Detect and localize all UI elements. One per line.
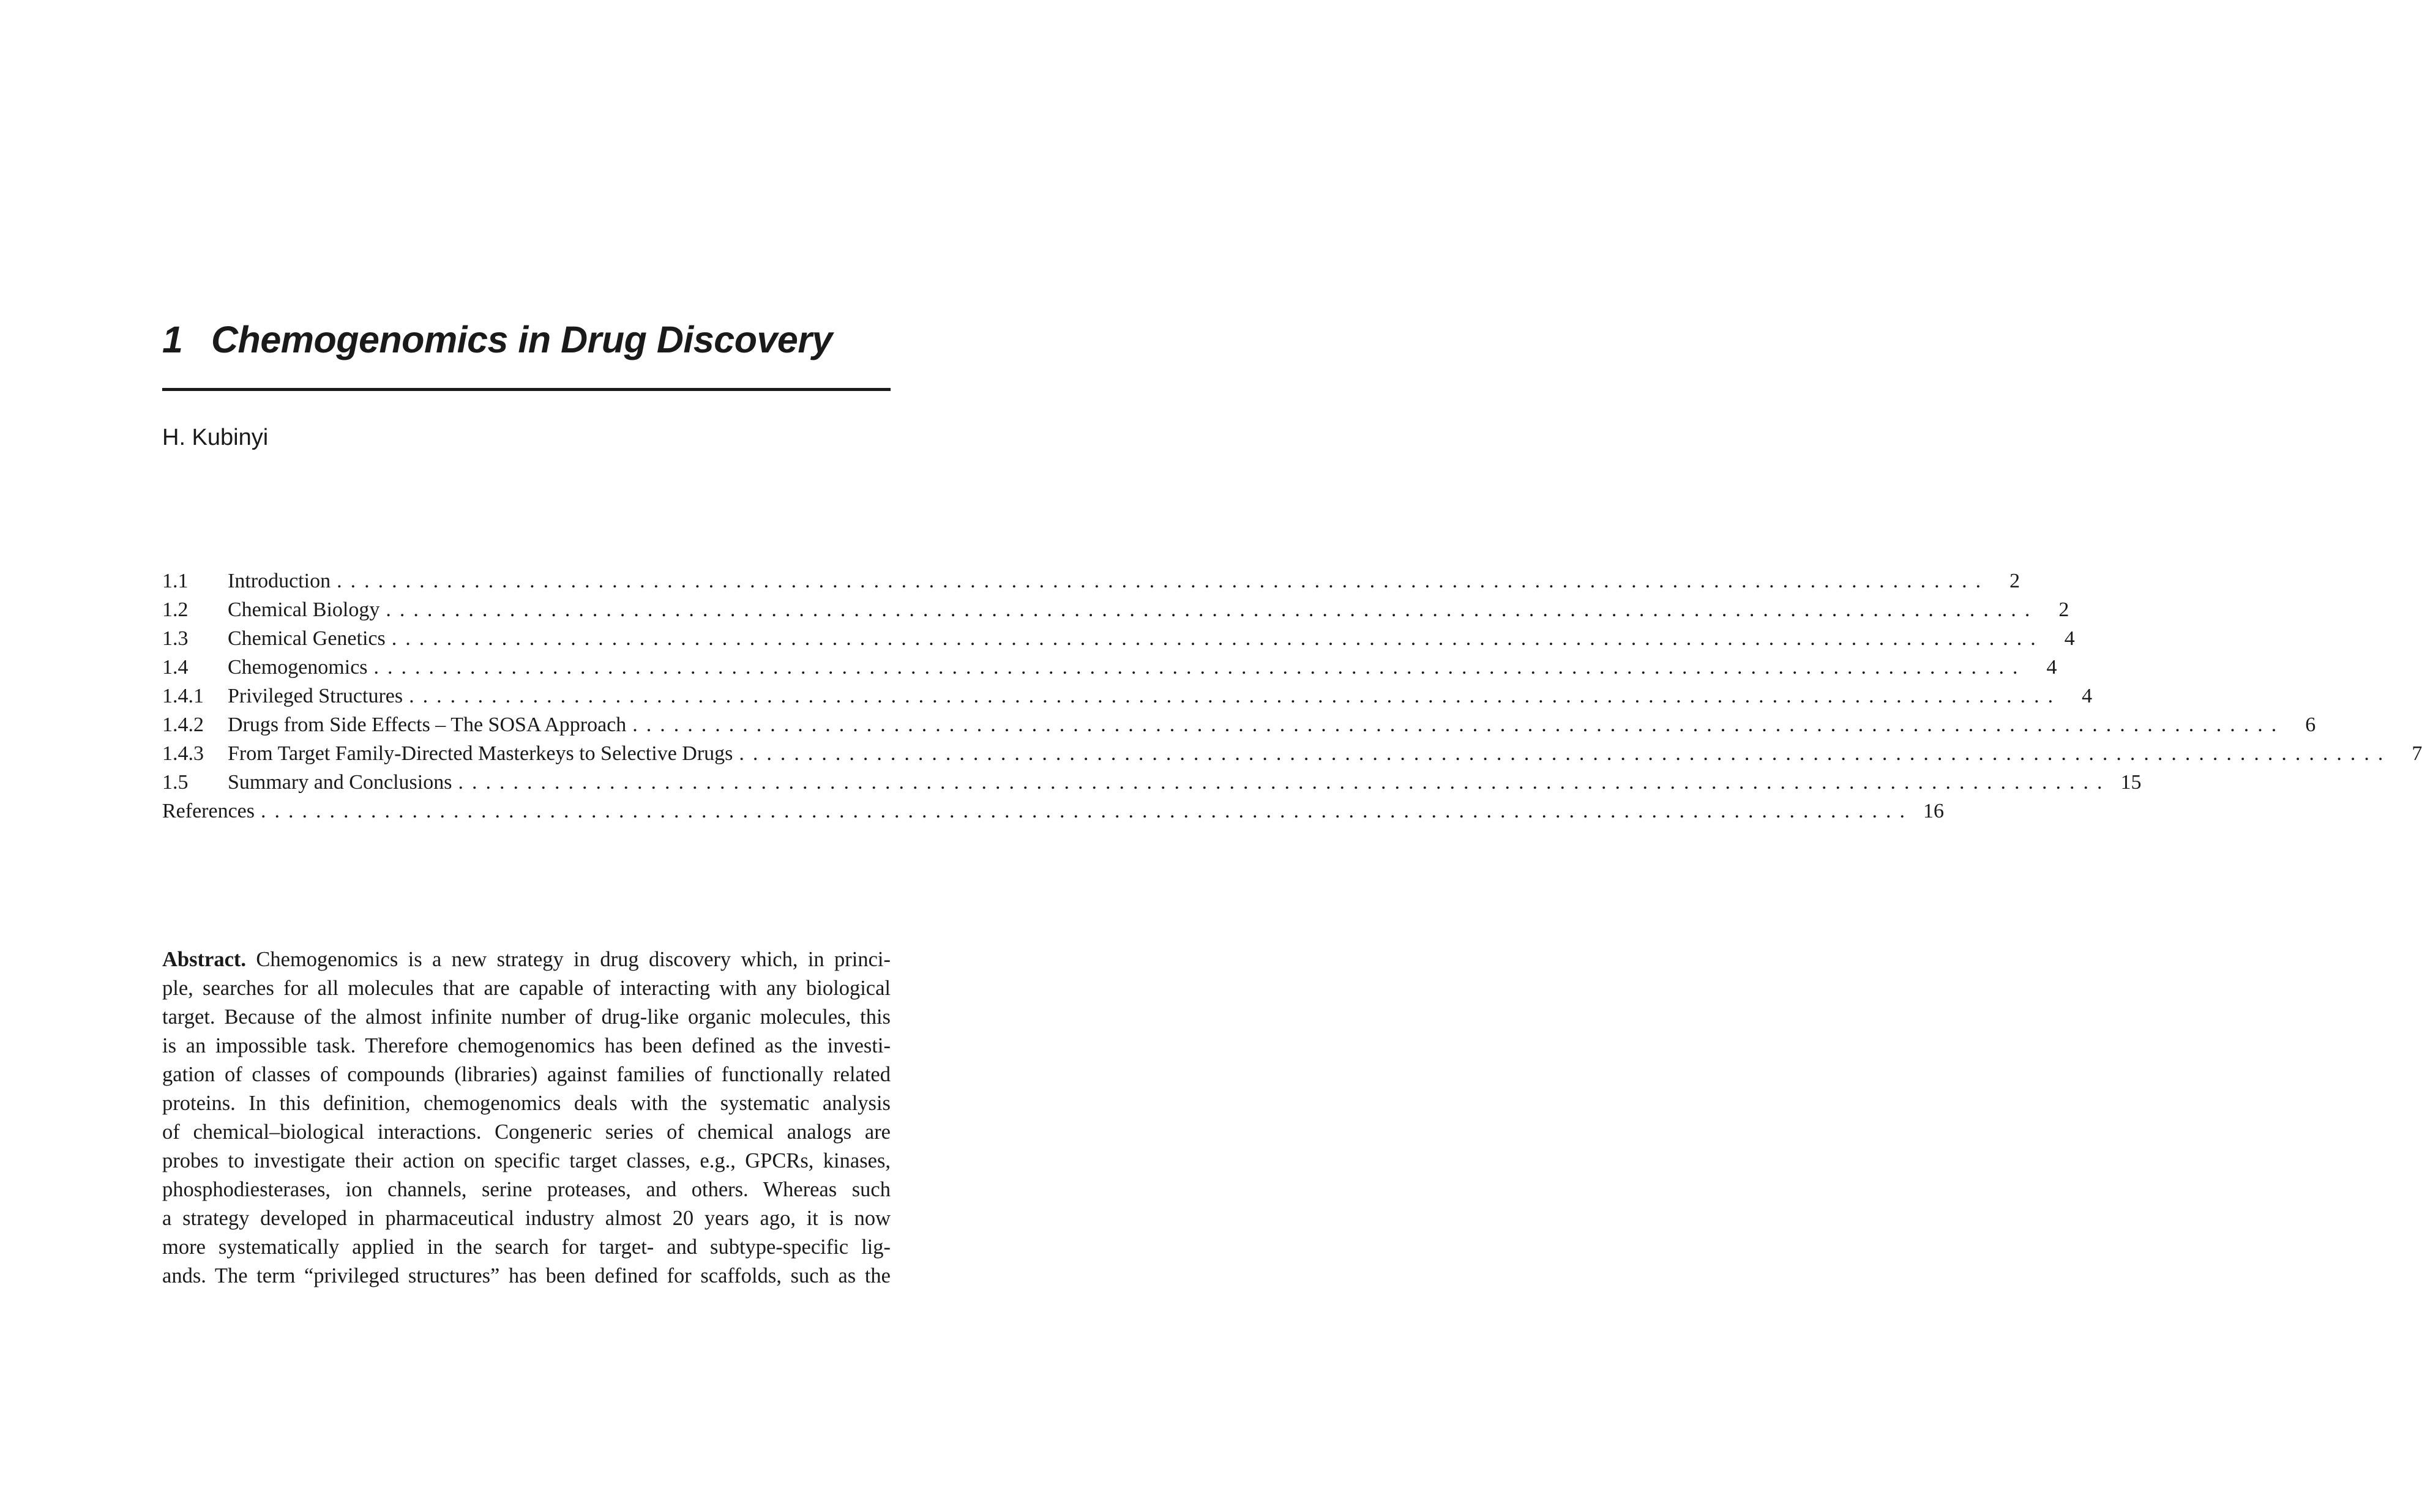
toc-leader-dots: ........................................................................................................................ (337, 570, 1990, 592)
abstract-line-text: Chemogenomics is a new strategy in drug discovery which, in princi- (246, 948, 891, 971)
toc-leader-dots: ........................................................................................................................ (409, 685, 2062, 707)
toc-entry-title: From Target Family-Directed Masterkeys to Selective Drugs (228, 742, 733, 765)
abstract-line: probes to investigate their action on specific target classes, e.g., GPCRs, kinases, (162, 1149, 891, 1172)
toc-entry-number: 1.2 (162, 598, 189, 621)
abstract-line (162, 945, 891, 974)
toc-entry[interactable] (162, 624, 2075, 653)
chapter-header (162, 315, 891, 364)
abstract-line: ple, searches for all molecules that are capable of interacting with any biological (162, 977, 891, 1000)
toc-leader-dots: ........................................................................................................................ (261, 800, 1914, 822)
toc-entry-page: 2 (2058, 598, 2069, 621)
toc-entry-number: 1.4.3 (162, 742, 204, 765)
toc-leader-dots: ........................................................................................................................ (632, 713, 2286, 736)
abstract-line: proteins. In this definition, chemogenomics deals with the systematic analysis (162, 1092, 891, 1115)
chapter-number: 1 (162, 319, 183, 360)
abstract-line: of chemical–biological interactions. Congeneric series of chemical analogs are (162, 1120, 891, 1144)
toc-leader-dots: ........................................................................................................................ (386, 598, 2039, 621)
toc-entry-number: 1.5 (162, 771, 189, 794)
toc-entry-page: 4 (2082, 685, 2093, 707)
toc-entry-title: Privileged Structures (228, 685, 403, 707)
toc-entry[interactable] (162, 567, 2020, 595)
toc-entry[interactable] (162, 710, 2316, 739)
toc-entry-number: 1.4.1 (162, 685, 204, 707)
abstract-line: is an impossible task. Therefore chemogenomics has been defined as the investi- (162, 1034, 891, 1057)
abstract-line: gation of classes of compounds (libraries) against families of functionally related (162, 1063, 891, 1086)
toc-entry-page: 2 (2009, 570, 2020, 592)
toc-entry-page: 4 (2064, 627, 2075, 650)
toc-entry[interactable] (162, 768, 2142, 797)
toc-entry-page: 15 (2120, 771, 2142, 794)
abstract-line: ands. The term “privileged structures” has been defined for scaffolds, such as the (162, 1264, 891, 1287)
toc-entry-title: Introduction (228, 570, 331, 592)
toc-leader-dots: ........................................................................................................................ (739, 742, 2392, 765)
toc-entry-title: Chemical Biology (228, 598, 380, 621)
toc-entry-title: References (162, 800, 255, 822)
author-name: H. Kubinyi (162, 425, 269, 450)
toc-entry-title: Chemical Genetics (228, 627, 386, 650)
toc-entry-title: Summary and Conclusions (228, 771, 452, 794)
abstract-line: more systematically applied in the search for target- and subtype-specific lig- (162, 1235, 891, 1259)
toc-entry-number: 1.4.2 (162, 713, 204, 736)
toc-entry-title: Drugs from Side Effects – The SOSA Approach (228, 713, 627, 736)
toc-entry-page: 7 (2412, 742, 2422, 765)
abstract-line: phosphodiesterases, ion channels, serine proteases, and others. Whereas such (162, 1178, 891, 1201)
abstract-line: a strategy developed in pharmaceutical industry almost 20 years ago, it is now (162, 1207, 891, 1230)
toc-entry-page: 4 (2046, 656, 2057, 679)
toc-entry-number: 1.1 (162, 570, 189, 592)
toc-leader-dots: ........................................................................................................................ (391, 627, 2044, 650)
abstract (162, 945, 891, 1290)
toc-leader-dots: ........................................................................................................................ (373, 656, 2027, 679)
abstract-label: Abstract. (162, 948, 247, 971)
toc-entry-page: 6 (2305, 713, 2316, 736)
chapter-title (162, 315, 891, 364)
toc-entry-references[interactable] (162, 797, 1945, 825)
title-rule (162, 388, 891, 391)
toc-entry-number: 1.3 (162, 627, 189, 650)
toc-entry[interactable] (162, 682, 2093, 710)
table-of-contents (162, 567, 2422, 825)
abstract-line: target. Because of the almost infinite number of drug-like organic molecules, this (162, 1005, 891, 1029)
toc-entry[interactable] (162, 739, 2422, 768)
toc-entry[interactable] (162, 653, 2057, 682)
toc-entry-number: 1.4 (162, 656, 189, 679)
toc-entry[interactable] (162, 595, 2069, 624)
toc-entry-title: Chemogenomics (228, 656, 368, 679)
toc-leader-dots: ........................................................................................................................ (458, 771, 2111, 794)
chapter-title-text: Chemogenomics in Drug Discovery (211, 319, 832, 360)
toc-entry-page: 16 (1923, 800, 1945, 822)
